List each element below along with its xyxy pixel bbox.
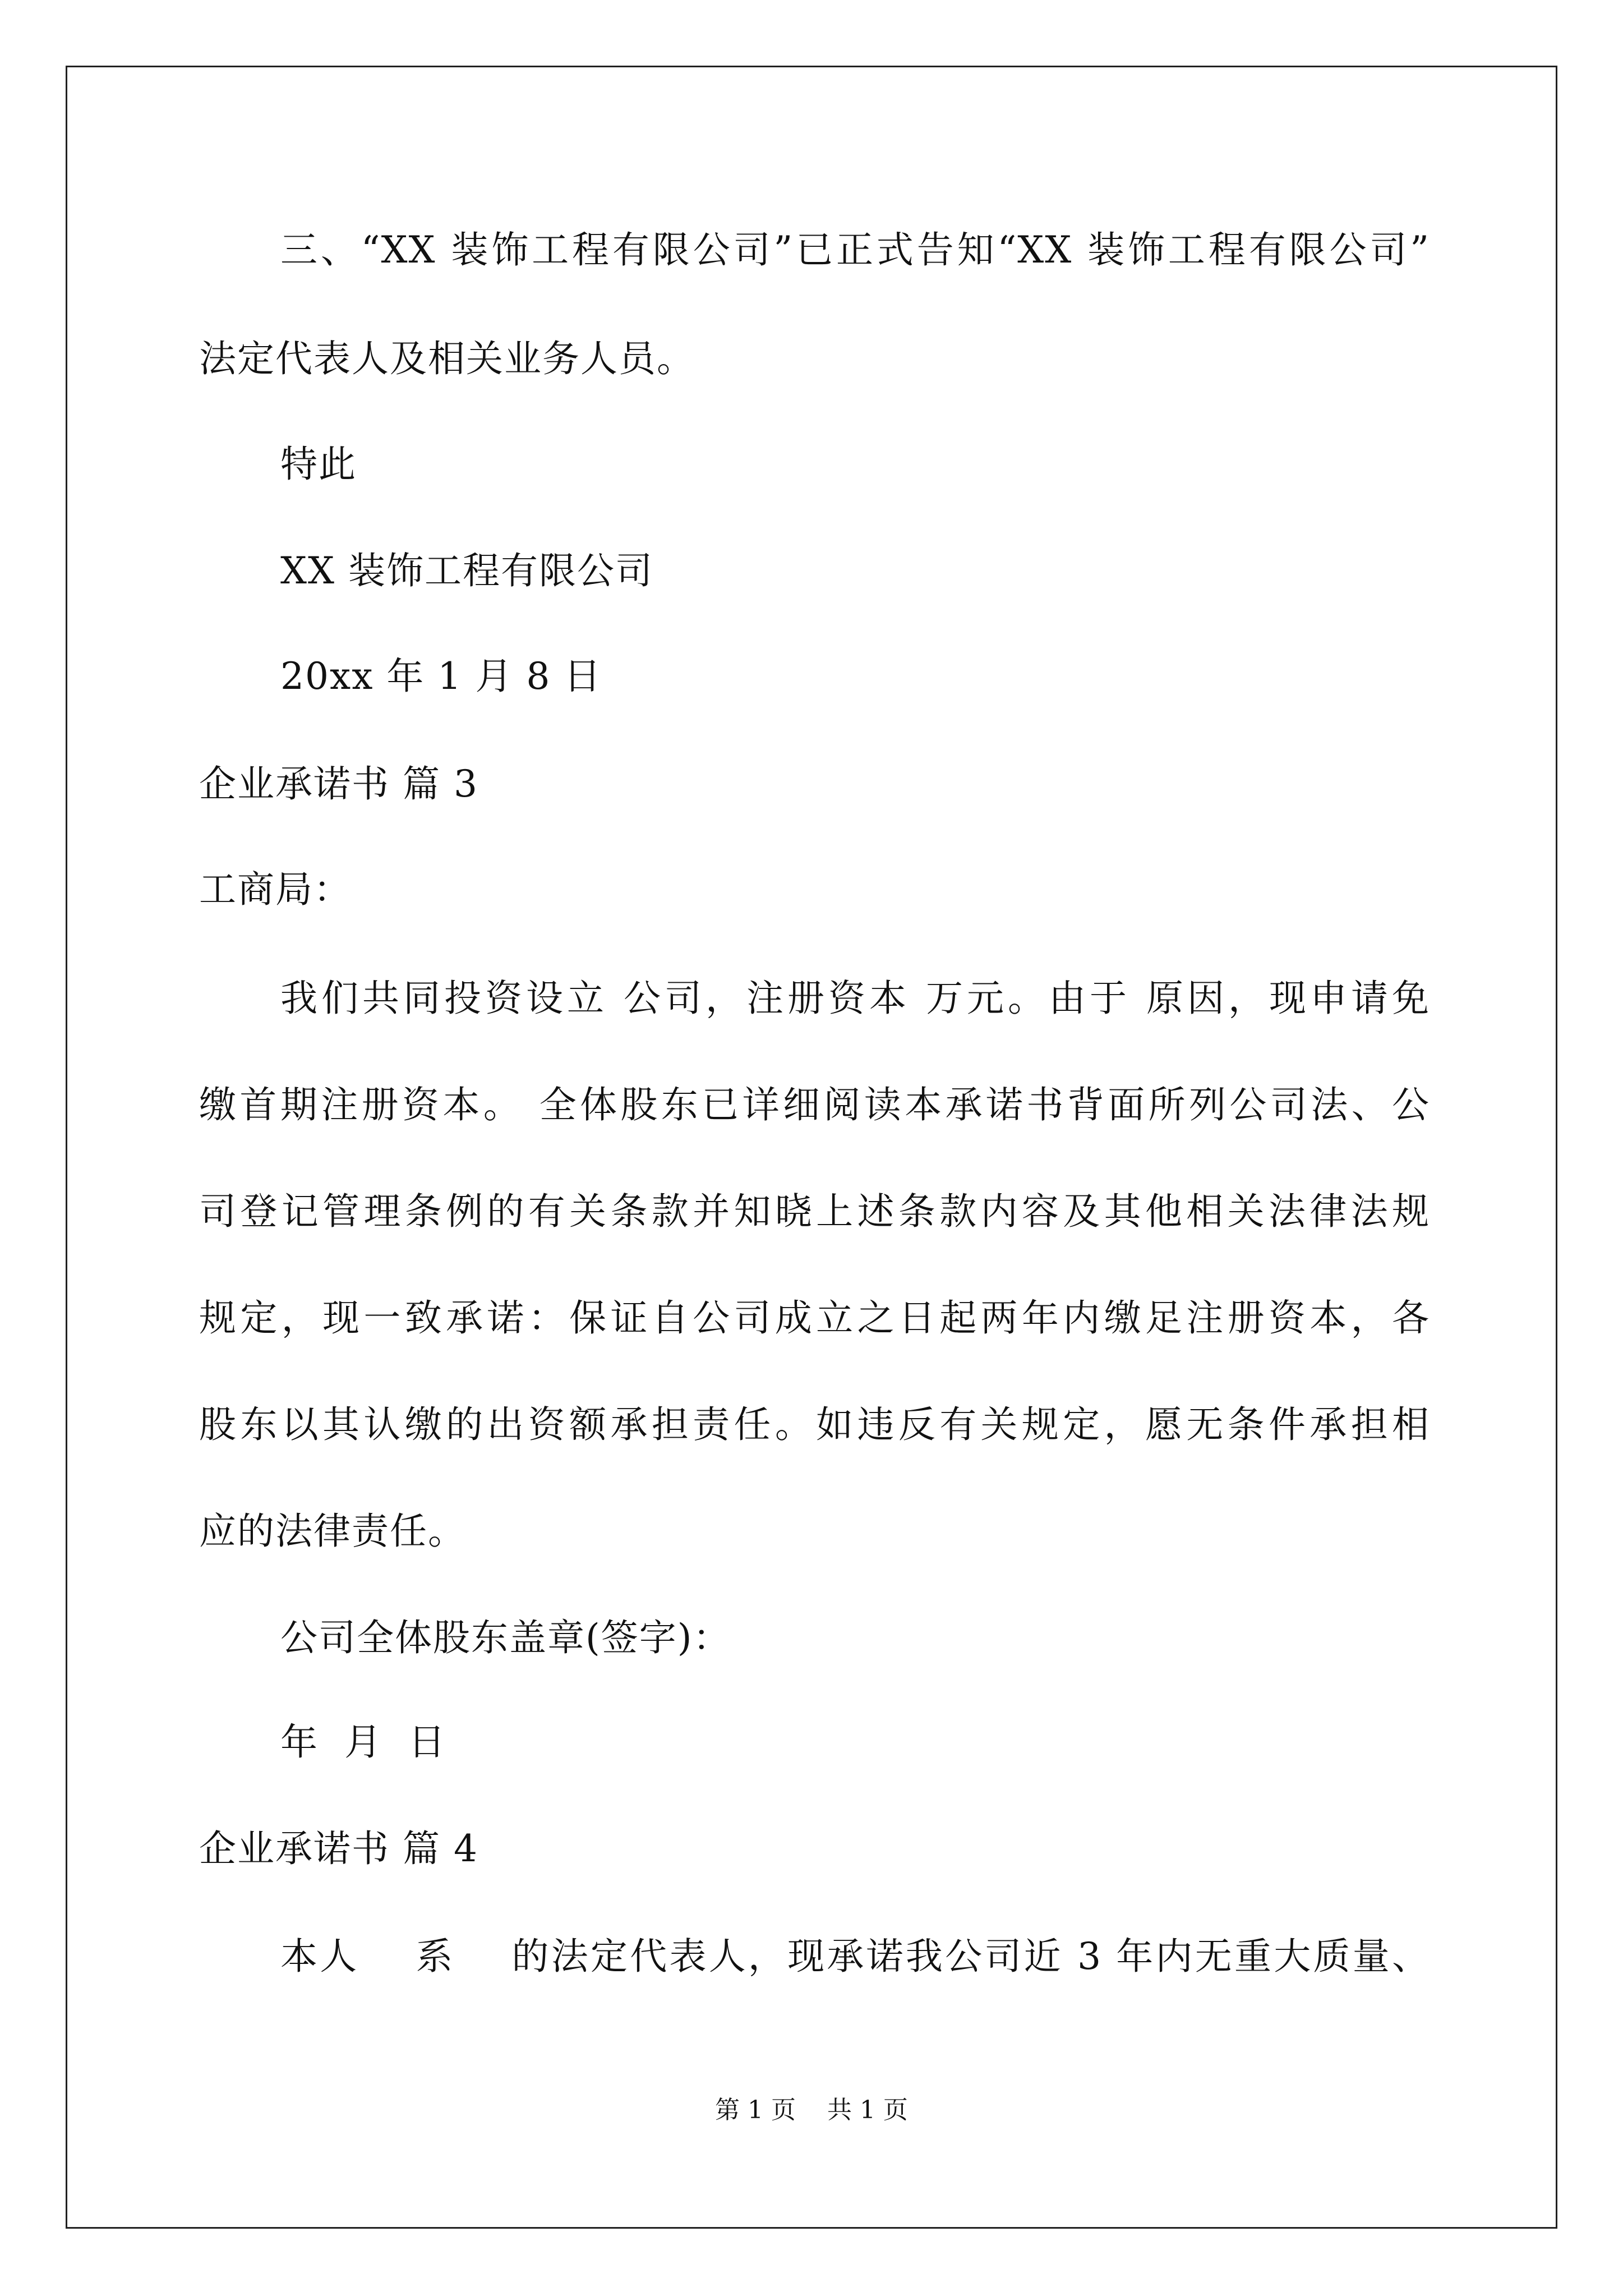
section-heading: 企业承诺书 篇 3 (199, 762, 478, 806)
section-heading: 企业承诺书 篇 4 (199, 1827, 478, 1870)
paragraph-line: 缴首期注册资本。 全体股东已详细阅读本承诺书背面所列公司法、公 (199, 1083, 1430, 1126)
addressee: 工商局： (199, 868, 352, 911)
paragraph-line: 法定代表人及相关业务人员。 (199, 337, 695, 380)
page-border (66, 66, 1557, 2229)
signature-line: 公司全体股东盖章(签字)： (280, 1616, 731, 1659)
date-line: 年 月 日 (280, 1720, 446, 1764)
date-line: 20xx 年 1 月 8 日 (280, 655, 602, 698)
paragraph-line: 三、“XX 装饰工程有限公司”已正式告知“XX 装饰工程有限公司” (280, 228, 1430, 272)
paragraph-line: 规定，现一致承诺：保证自公司成立之日起两年内缴足注册资本，各 (199, 1296, 1430, 1340)
paragraph-line: 我们共同投资设立 公司，注册资本 万元。由于 原因，现申请免 (280, 977, 1430, 1020)
paragraph-line: 本人 系 的法定代表人，现承诺我公司近 3 年内无重大质量、 (280, 1935, 1430, 1978)
page-footer: 第 1 页 共 1 页 (715, 2096, 908, 2124)
closing-text: 特此 (280, 443, 357, 486)
company-name: XX 装饰工程有限公司 (280, 549, 653, 592)
paragraph-line: 应的法律责任。 (199, 1510, 466, 1553)
paragraph-line: 司登记管理条例的有关条款并知晓上述条款内容及其他相关法律法规 (199, 1190, 1430, 1233)
paragraph-line: 股东以其认缴的出资额承担责任。如违反有关规定，愿无条件承担相 (199, 1403, 1430, 1446)
